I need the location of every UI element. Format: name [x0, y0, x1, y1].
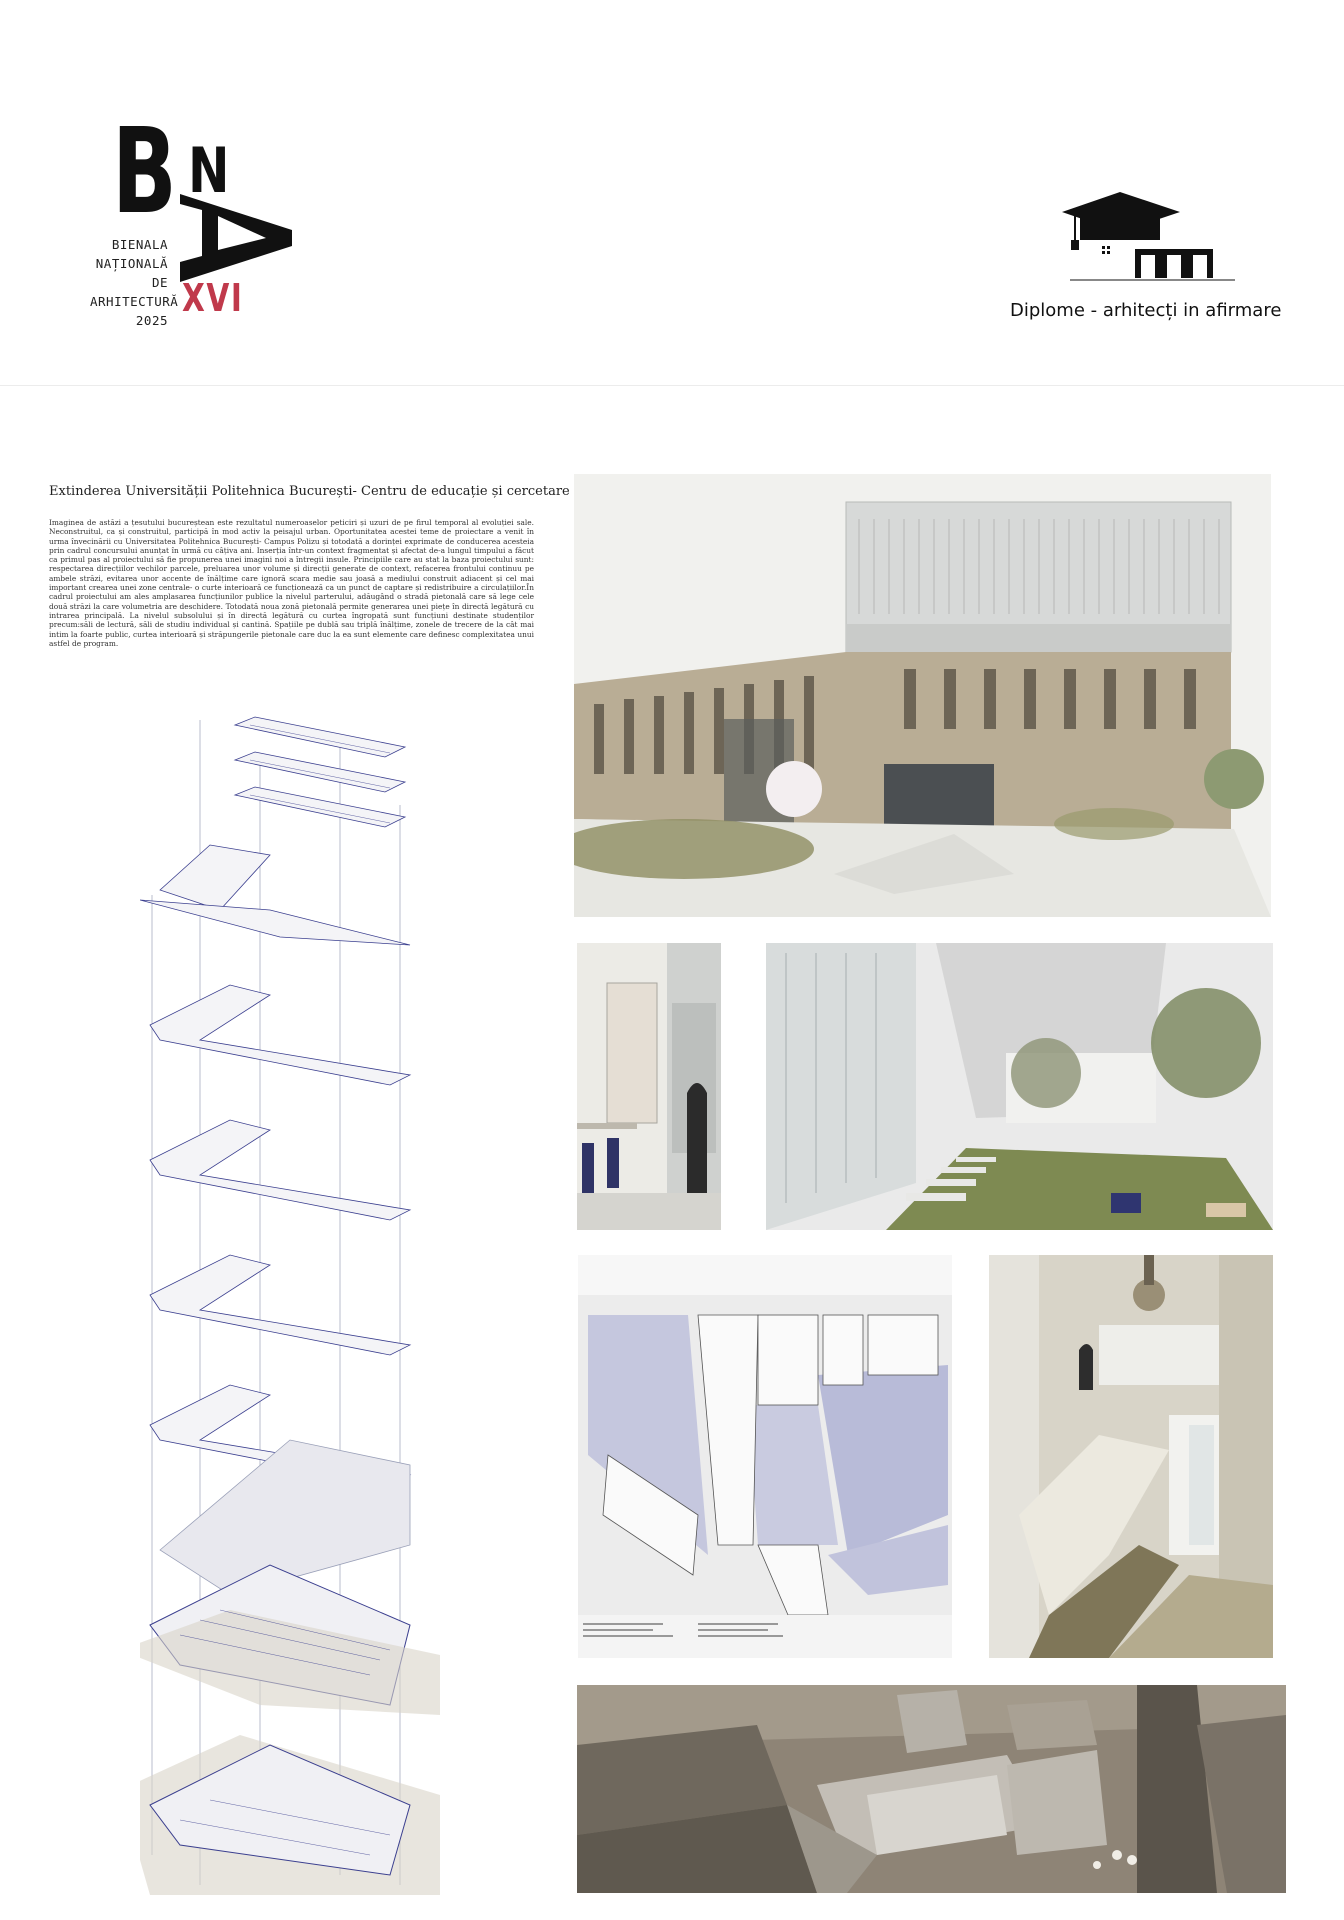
logo-line-arhitectura: ARHITECTURĂ: [90, 294, 179, 309]
logo-line-nationala: NAȚIONALĂ: [95, 256, 168, 271]
logo-letter-b: B: [112, 102, 177, 240]
interior-render: [577, 943, 721, 1230]
logo-letter-n: N: [188, 134, 230, 207]
exterior-render: [574, 474, 1271, 917]
atrium-render: [989, 1255, 1273, 1658]
logo-edition: XVI: [182, 276, 244, 320]
diplome-logo: [1010, 190, 1280, 330]
diplome-label: Diplome - arhitecți in afirmare: [1010, 300, 1282, 321]
logo-line-bienala: BIENALA: [111, 237, 168, 252]
project-description: Imaginea de astăzi a țesutului bucureștean este rezultatul numeroaselor peticiri și uzuri de pe firul temporal al evoluției sale. Neconstruitul, ca și construitul, participă în mod activ la peisajul urban. Oportunitatea acestei teme de proiectare a venit în urma învecinării cu Universitatea Politehnica București- Campus Polizu și totodată a dorinței exprimate de conducerea acesteia prin cadrul concursului anunțat în urmă cu câțiva ani. Inserția într-un context fragmentat și afectat de-a lungul timpului a făcut ca primul pas al proiectului să fie propunerea unei imagini noi a întregii insule. Principiile care au stat la baza proiectului sunt: respectarea direcțiilor vechilor parcele, preluarea unor volume și direcții generate de context, refacerea frontului continuu pe ambele străzi, evitarea unor accente de înălțime care ignoră scara medie sau joasă a mediului construit adiacent și cel mai important crearea unei zone centrale- o curte interioară ce funcționează ca un punct de captare și redistribuire a circulațiilor.În cadrul proiectului am ales amplasarea funcțiunilor publice la nivelul parterului, adăugând o stradă pietonală care să lege cele două străzi la care volumetria are deschidere. Totodată noua zonă pietonală permite generarea unei piețe în directă legătură cu intrarea principală. La nivelul subsolului și în directă legătură cu curtea îngropată sunt funcțiuni destinate studenților precum:săli de lectură, săli de studiu individual și cantină. Spațiile pe dublă sau triplă înălțime, zonele de trecere de la cât mai intim la foarte public, curtea interioară și străpungerile pietonale care duc la ea sunt elemente care definesc complexitatea unui astfel de program.: [49, 518, 534, 648]
logo-line-year: 2025: [135, 313, 168, 328]
urban-model: [577, 1685, 1286, 1893]
graduation-cap-icon: [1010, 190, 1280, 290]
project-title: Extinderea Universității Politehnica București- Centru de educație și cercetare: [49, 484, 570, 499]
poster-header: [0, 0, 1344, 386]
bna-logo: [90, 102, 300, 352]
exploded-axonometric: [140, 705, 440, 1895]
logo-line-de: DE: [151, 275, 168, 290]
floor-plan: [578, 1255, 952, 1658]
courtyard-render: [766, 943, 1273, 1230]
